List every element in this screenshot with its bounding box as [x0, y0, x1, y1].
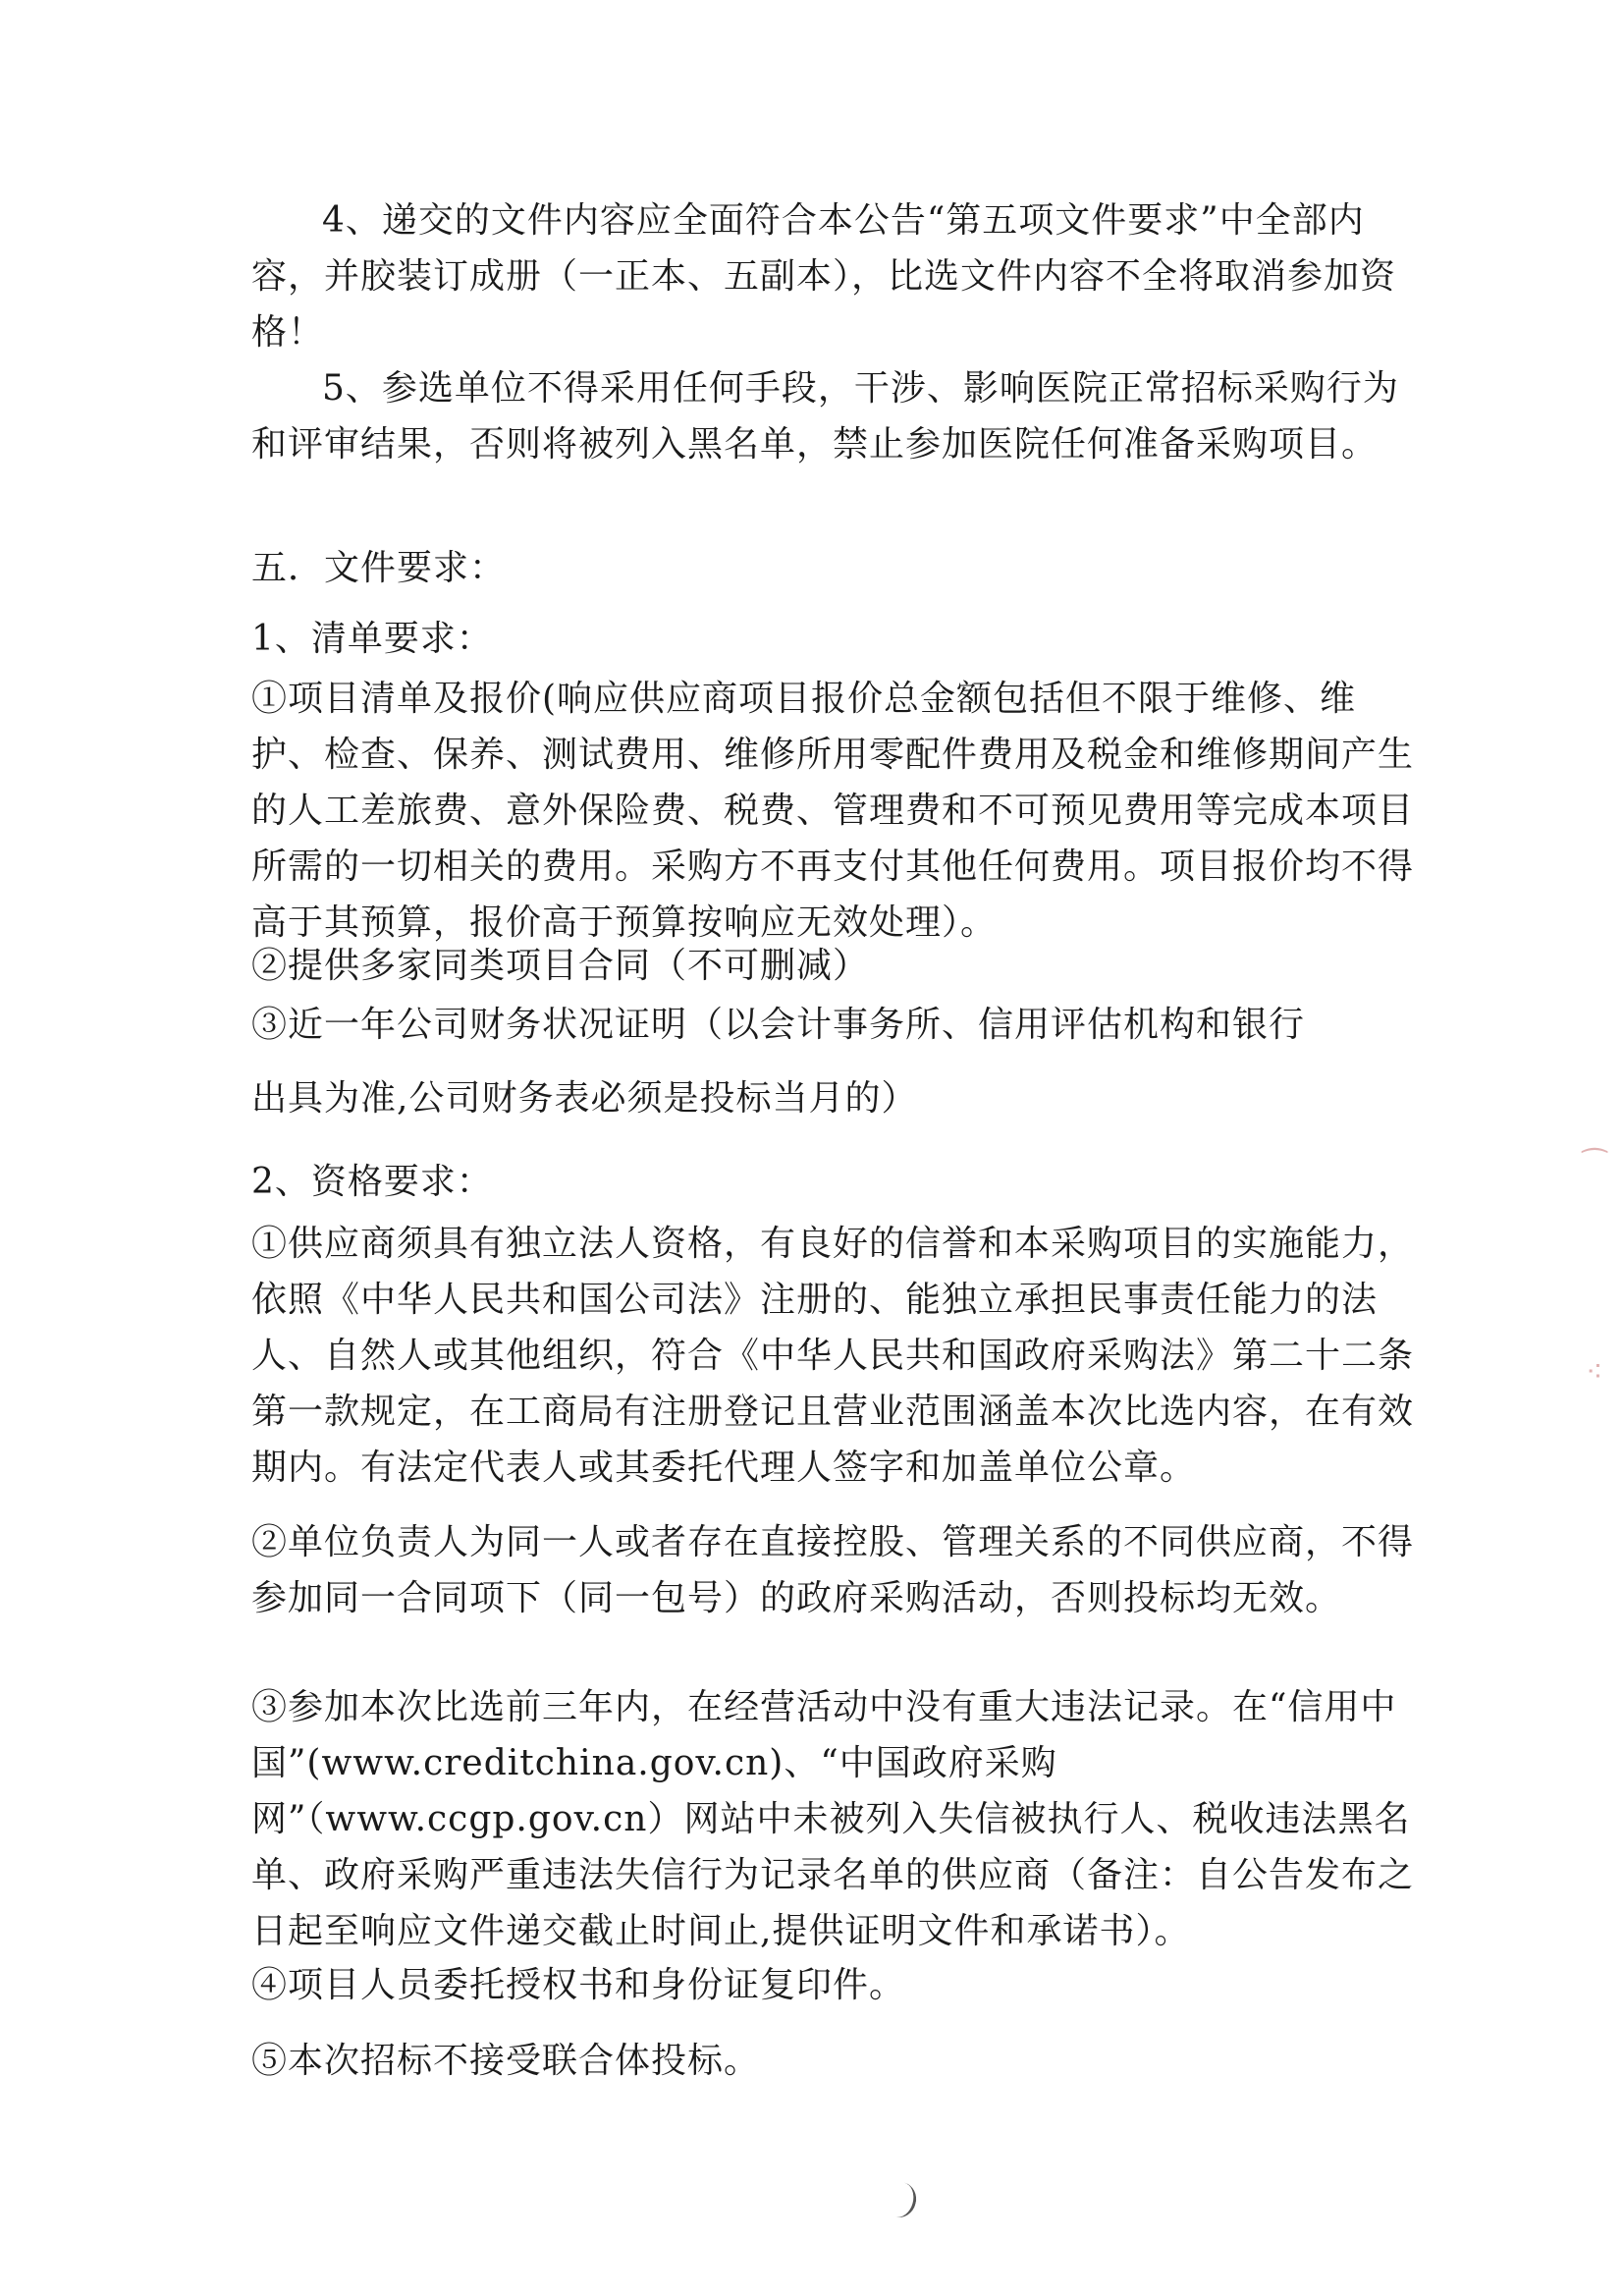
list-item-quotation: ①项目清单及报价(响应供应商项目报价总金额包括但不限于维修、维护、检查、保养、测试费用、维修所用零配件费用及税金和维修期间产生的人工差旅费、意外保险费、税费、管理费和不可预见费用等完成本项目所需的一切相关的费用。采购方不再支付其他任何费用。项目报价均不得高于其预算，报价高于预算按响应无效处理）。 [251, 679, 1415, 943]
list-item-contracts: ②提供多家同类项目合同（不可删减） [251, 946, 870, 986]
list-item-no-violation: ③参加本次比选前三年内，在经营活动中没有重大违法记录。在“信用中国”(www.creditchina.gov.cn)、“中国政府采购网”（www.ccgp.gov.cn）网站中未被列入失信被执行人、税收违法黑名单、政府采购严重违法失信行为记录名单的供应商（备注：自公告发布之日起至响应文件递交截止时间止,提供证明文件和承诺书）。 [251, 1687, 1415, 1951]
scan-mark-icon [880, 2178, 920, 2220]
list-item-financial-proof: ③近一年公司财务状况证明（以会计事务所、信用评估机构和银行 [251, 1005, 1306, 1045]
stamp-fragment-icon: ⁖ [1586, 1355, 1603, 1390]
paragraph-item-5: 5、参选单位不得采用任何手段，干涉、影响医院正常招标采购行为和评审结果，否则将被列入黑名单，禁止参加医院任何准备采购项目。 [251, 368, 1399, 465]
list-item-legal-entity: ①供应商须具有独立法人资格，有良好的信誉和本采购项目的实施能力，依照《中华人民共和国公司法》注册的、能独立承担民事责任能力的法人、自然人或其他组织，符合《中华人民共和国政府采购法》第二十二条第一款规定，在工商局有注册登记且营业范围涵盖本次比选内容，在有效期内。有法定代表人或其委托代理人签字和加盖单位公章。 [251, 1224, 1415, 1488]
list-item-same-responsible: ②单位负责人为同一人或者存在直接控股、管理关系的不同供应商，不得参加同一合同项下（同一包号）的政府采购活动，否则投标均无效。 [251, 1522, 1415, 1618]
paragraph-item-4: 4、递交的文件内容应全面符合本公告“第五项文件要求”中全部内容，并胶装订成册（一正本、五副本），比选文件内容不全将取消参加资格！ [251, 200, 1397, 353]
stamp-fragment-icon: ⁀ [1583, 1149, 1607, 1183]
list-item-financial-proof-cont: 出具为准,公司财务表必须是投标当月的） [251, 1078, 918, 1119]
subsection-heading-list-requirements: 1、清单要求： [251, 619, 493, 659]
section-heading-file-requirements: 五．文件要求： [251, 548, 507, 588]
list-item-authorization: ④项目人员委托授权书和身份证复印件。 [251, 1965, 906, 2005]
subsection-heading-qualification: 2、资格要求： [251, 1162, 493, 1202]
list-item-no-consortium: ⑤本次招标不接受联合体投标。 [251, 2041, 761, 2081]
